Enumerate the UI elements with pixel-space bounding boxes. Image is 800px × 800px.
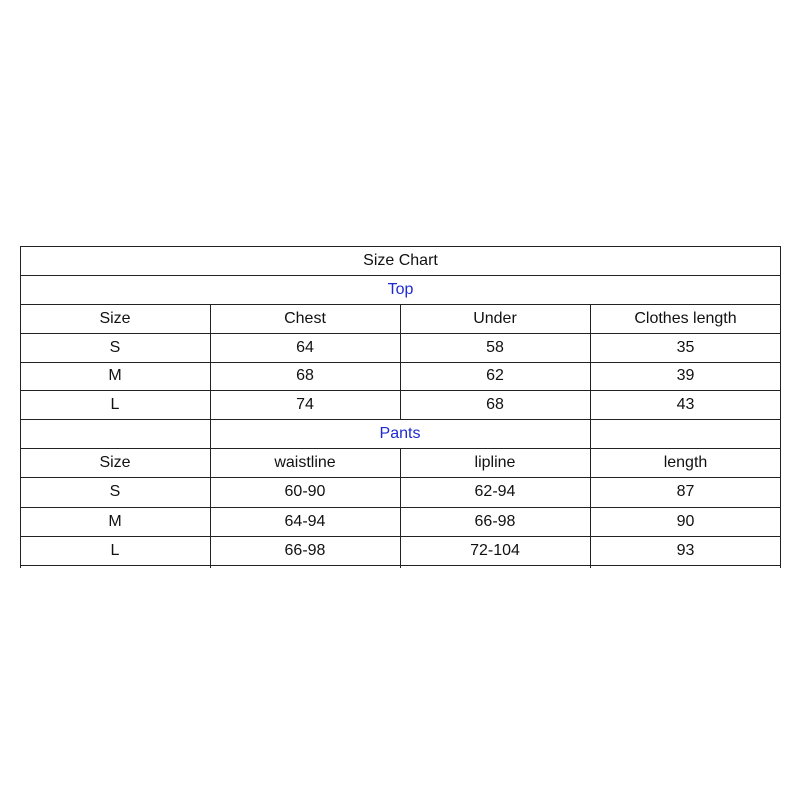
table-cell: M — [108, 367, 122, 384]
grid-line — [400, 448, 401, 568]
pants-section-label: Pants — [379, 424, 421, 442]
table-cell: 39 — [676, 367, 695, 384]
table-cell: L — [110, 395, 120, 413]
table-cell: 93 — [676, 541, 695, 559]
table-cell: 90 — [676, 512, 695, 530]
table-cell: 64 — [296, 338, 314, 356]
table-cell: S — [109, 483, 121, 500]
table-cell: L — [110, 541, 120, 559]
table-cell: 66-98 — [474, 512, 516, 530]
table-cell: 64-94 — [284, 512, 326, 530]
table-cell: 58 — [486, 338, 504, 356]
pants-section-row — [20, 419, 781, 448]
table-cell: 62-94 — [474, 483, 516, 500]
table-cell: S — [109, 338, 121, 356]
size-chart-table — [20, 246, 781, 568]
top-header-clothes-length: Clothes length — [634, 309, 737, 327]
pants-header-waistline: waistline — [274, 453, 336, 471]
table-cell: 68 — [296, 367, 314, 384]
pants-header-lipline: lipline — [474, 453, 516, 471]
size-chart-title: Size Chart — [363, 251, 438, 269]
grid-line — [400, 304, 401, 419]
grid-line — [590, 304, 591, 419]
grid-line — [210, 304, 211, 419]
top-header-under: Under — [473, 309, 517, 327]
grid-line — [590, 448, 591, 568]
grid-line — [20, 246, 781, 247]
table-cell: M — [108, 512, 122, 530]
table-cell: 60-90 — [284, 483, 326, 500]
pants-header-length: length — [663, 453, 708, 471]
table-cell: 68 — [486, 395, 504, 413]
table-cell: 35 — [676, 338, 695, 356]
grid-line — [210, 448, 211, 568]
grid-line — [210, 419, 211, 448]
table-cell: 62 — [486, 367, 504, 384]
grid-line — [780, 246, 781, 568]
top-header-size: Size — [99, 309, 131, 327]
top-section-label: Top — [387, 280, 414, 298]
pants-header-size: Size — [99, 453, 131, 471]
table-cell: 74 — [296, 395, 314, 413]
grid-line — [590, 419, 591, 448]
grid-line — [20, 246, 21, 568]
table-cell: 72-104 — [470, 541, 520, 559]
grid-line — [20, 419, 781, 420]
table-cell: 66-98 — [284, 541, 326, 559]
table-cell: 43 — [676, 395, 695, 413]
title-row — [20, 246, 781, 275]
grid-line — [20, 275, 781, 276]
top-section-row — [20, 275, 781, 304]
table-cell: 87 — [676, 483, 695, 500]
top-header-chest: Chest — [284, 309, 326, 327]
